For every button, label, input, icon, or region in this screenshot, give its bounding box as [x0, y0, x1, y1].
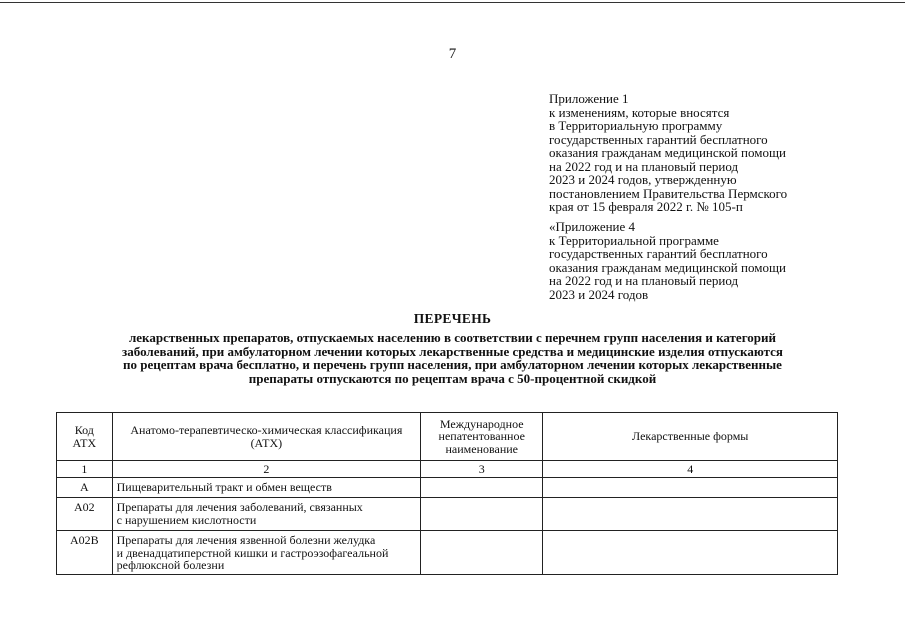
drug-list-table — [56, 412, 838, 575]
atc-code-cell — [57, 498, 113, 531]
table-row — [57, 478, 838, 498]
table-row — [57, 498, 838, 531]
column-number: 3 — [421, 461, 543, 478]
atc-code-cell — [57, 531, 113, 575]
appendix-1-note: Приложение 1 к изменениям, которые вносятся в Территориальную программу государственных гарантий бесплатного оказания гражданам медицинской помощи на 2022 год и на плановый период 2023 и 2024 годов, утвержденную постановлением Правительства Пермского края от 15 февраля 2022 г. № 105-п — [549, 91, 788, 214]
forms-cell — [543, 531, 838, 575]
document-subtitle: лекарственных препаратов, отпускаемых населению в соответствии с перечнем групп населения и категорий заболеваний, при амбулаторном лечении которых лекарственные средства и медицинские изделия отпускаются по рецептам врача бесплатно, и перечень групп населения, при амбулаторном лечении которых лекарственные препараты отпускаются по рецептам врача с 50-процентной скидкой — [122, 330, 783, 386]
atc-code: A — [79, 480, 89, 494]
atc-code: A02 — [73, 500, 95, 514]
classification-cell — [112, 498, 420, 531]
atc-code-cell — [57, 478, 113, 498]
classification-text: Препараты для лечения заболеваний, связанных с нарушением кислотности — [116, 500, 363, 527]
header-atc-code: Код АТХ — [57, 413, 113, 461]
column-number: 2 — [112, 461, 420, 478]
top-border-line — [0, 2, 905, 3]
classification-cell — [112, 478, 420, 498]
classification-cell — [112, 531, 420, 575]
header-atc-classification: Анатомо-терапевтическо-химическая классификация (АТХ) — [112, 413, 420, 461]
document-title: ПЕРЕЧЕНЬ — [413, 311, 492, 326]
appendix-4-note: «Приложение 4 к Территориальной программе государственных гарантий бесплатного оказания гражданам медицинской помощи на 2022 год и на плановый период 2023 и 2024 годов — [549, 219, 786, 302]
header-dosage-forms: Лекарственные формы — [543, 413, 838, 461]
inn-cell — [421, 478, 543, 498]
inn-cell — [421, 531, 543, 575]
table-row — [57, 531, 838, 575]
classification-text: Пищеварительный тракт и обмен веществ — [116, 480, 332, 494]
page-number: 7 — [448, 46, 457, 62]
atc-code: A02B — [69, 533, 99, 547]
forms-cell — [543, 498, 838, 531]
column-number: 1 — [57, 461, 113, 478]
header-inn: Международное непатентованное наименование — [421, 413, 543, 461]
inn-cell — [421, 498, 543, 531]
table-header-row — [57, 413, 838, 461]
classification-text: Препараты для лечения язвенной болезни желудка и двенадцатиперстной кишки и гастроэзофагеальной рефлюксной болезни — [116, 533, 389, 572]
column-number-row — [57, 461, 838, 478]
forms-cell — [543, 478, 838, 498]
column-number: 4 — [543, 461, 838, 478]
